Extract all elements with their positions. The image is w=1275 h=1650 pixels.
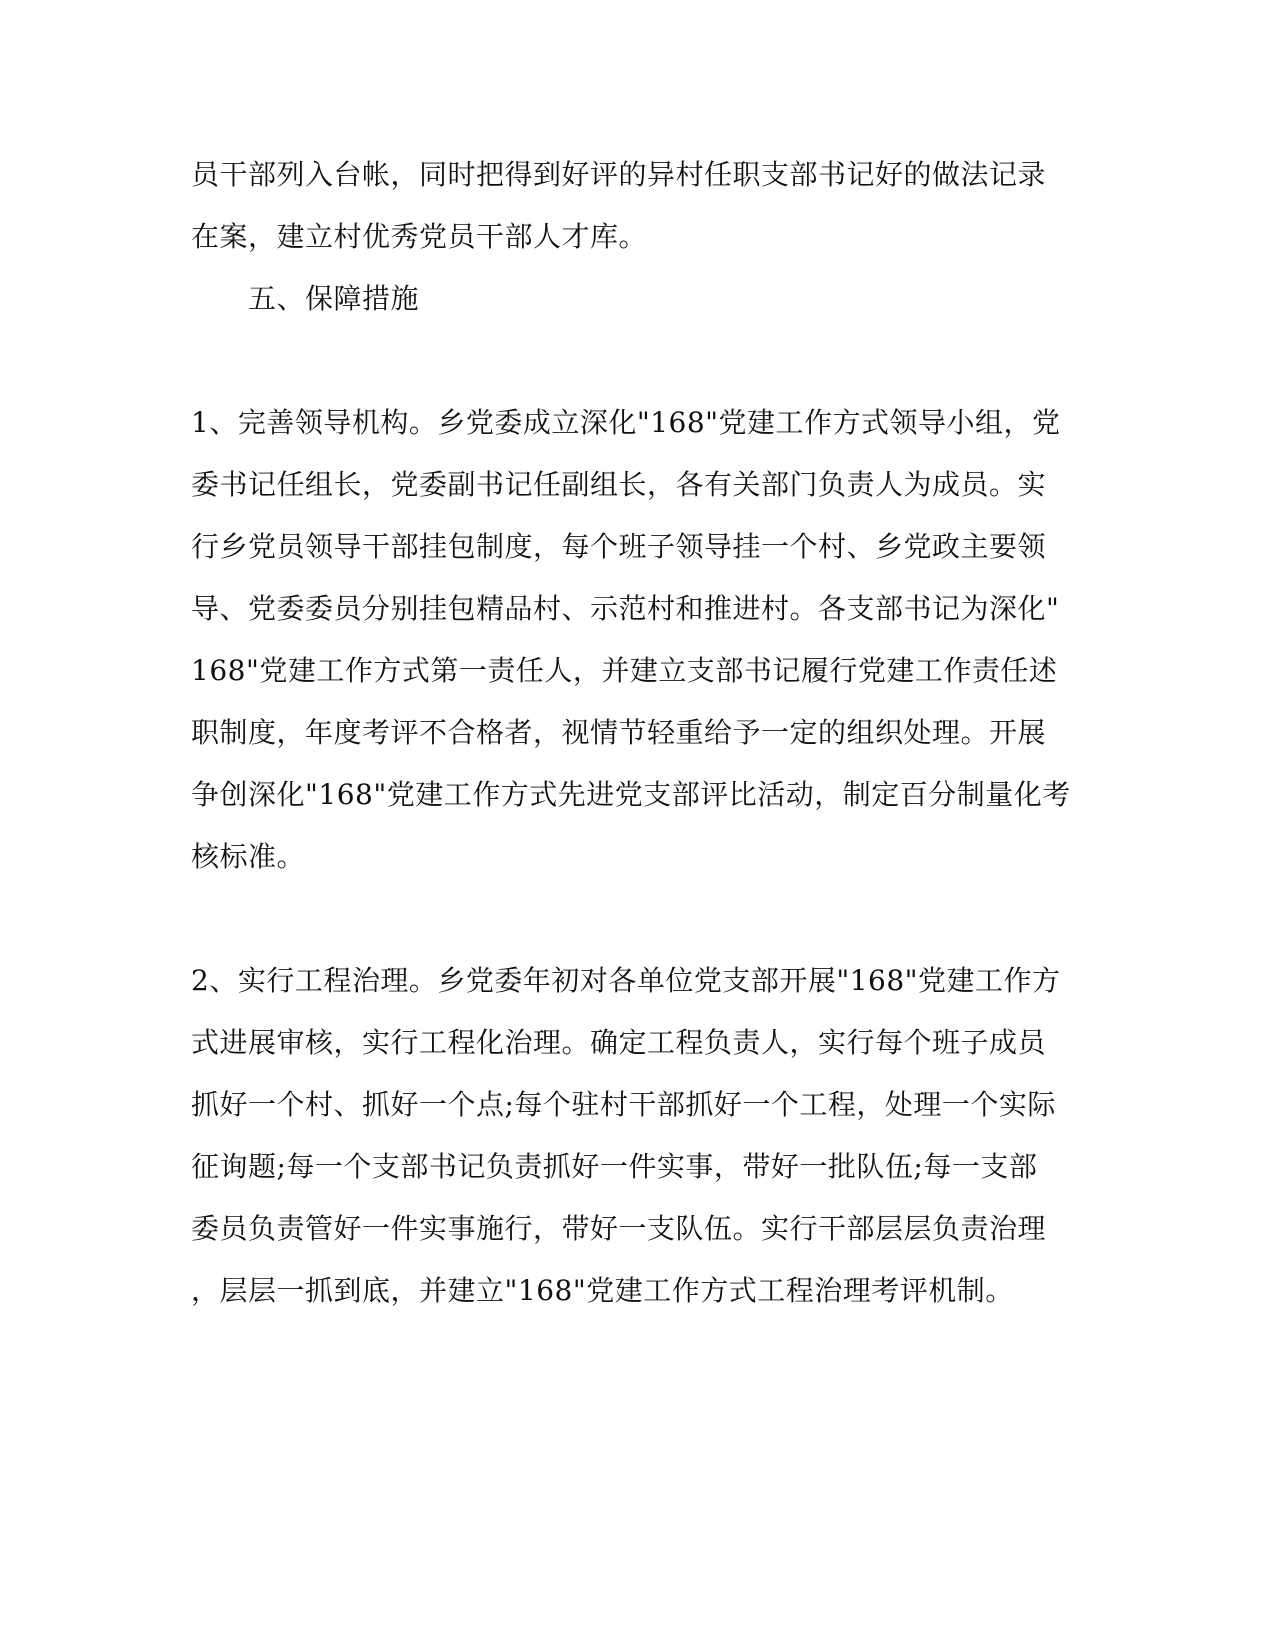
item1-line-2: 委书记任组长，党委副书记任副组长，各有关部门负责人为成员。实 xyxy=(191,468,1047,501)
item1-line-1: 1、完善领导机构。乡党委成立深化"168"党建工作方式领导小组，党 xyxy=(191,406,1061,439)
item1-line-3: 行乡党员领导干部挂包制度，每个班子领导挂一个村、乡党政主要领 xyxy=(191,530,1047,563)
item2-line-4: 征询题;每一个支部书记负责抓好一件实事，带好一批队伍;每一支部 xyxy=(191,1150,1038,1183)
intro-line-1: 员干部列入台帐，同时把得到好评的异村任职支部书记好的做法记录 xyxy=(191,158,1047,191)
item2-line-3: 抓好一个村、抓好一个点;每个驻村干部抓好一个工程，处理一个实际 xyxy=(191,1088,1056,1121)
item1-line-5: 168"党建工作方式第一责任人，并建立支部书记履行党建工作责任述 xyxy=(191,654,1058,687)
item2-line-1: 2、实行工程治理。乡党委年初对各单位党支部开展"168"党建工作方 xyxy=(191,964,1061,997)
intro-line-2: 在案，建立村优秀党员干部人才库。 xyxy=(191,220,648,253)
item1-line-7: 争创深化"168"党建工作方式先进党支部评比活动，制定百分制量化考 xyxy=(191,778,1071,811)
item2-line-2: 式进展审核，实行工程化治理。确定工程负责人，实行每个班子成员 xyxy=(191,1026,1047,1059)
item2-line-5: 委员负责管好一件实事施行，带好一支队伍。实行干部层层负责治理 xyxy=(191,1212,1047,1245)
section-heading: 五、保障措施 xyxy=(248,282,420,315)
item1-line-8: 核标准。 xyxy=(191,840,306,873)
item1-line-4: 导、党委委员分别挂包精品村、示范村和推进村。各支部书记为深化" xyxy=(191,592,1060,625)
item2-line-6: ，层层一抓到底，并建立"168"党建工作方式工程治理考评机制。 xyxy=(191,1274,1014,1307)
item1-line-6: 职制度，年度考评不合格者，视情节轻重给予一定的组织处理。开展 xyxy=(191,716,1047,749)
